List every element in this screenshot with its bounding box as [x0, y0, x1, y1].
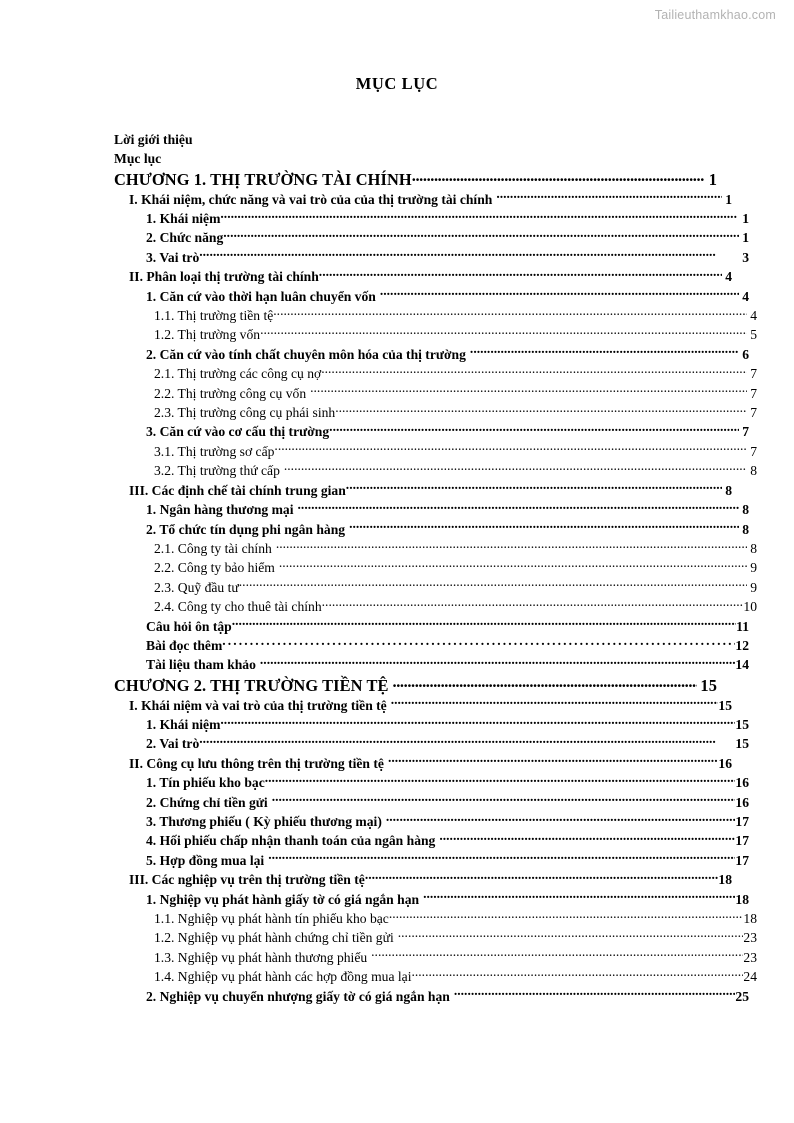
- toc-entry[interactable]: [129, 696, 732, 715]
- toc-entry-label: 2. Nghiệp vụ chuyển nhượng giấy tờ có giá ngắn hạn: [146, 988, 450, 1004]
- toc-dot-leader: [371, 948, 743, 962]
- toc-page-number: 14: [735, 657, 749, 673]
- toc-dot-leader: [349, 520, 739, 534]
- toc-entry-label: 2.2. Công ty bảo hiểm: [154, 560, 275, 576]
- toc-page-number: 7: [750, 405, 757, 421]
- toc-dot-leader: [365, 871, 719, 885]
- toc-dot-leader: [268, 851, 735, 865]
- toc-dot-leader: [319, 268, 722, 282]
- toc-entry-label: 2. Chức năng: [146, 230, 224, 246]
- toc-entry-label: CHƯƠNG 1. THỊ TRƯỜNG TÀI CHÍNH: [114, 170, 412, 190]
- toc-entry-label: 2.3. Thị trường công cụ phái sinh: [154, 405, 336, 421]
- toc-page-number: 15: [718, 697, 732, 713]
- toc-dot-leader: [346, 481, 722, 495]
- toc-entry[interactable]: [114, 149, 717, 168]
- toc-entry-label: 2. Vai trò: [146, 736, 200, 752]
- toc-entry[interactable]: [129, 481, 732, 500]
- toc-entry[interactable]: [146, 987, 749, 1006]
- toc-entry[interactable]: [146, 812, 749, 831]
- toc-dot-leader: [199, 735, 735, 749]
- toc-page-number: 9: [750, 579, 757, 595]
- toc-entry-label: Tài liệu tham khảo: [146, 657, 256, 673]
- toc-dot-leader: [412, 169, 704, 185]
- toc-dot-leader: [423, 890, 735, 904]
- toc-dot-leader: [329, 423, 739, 437]
- toc-page-number: 7: [750, 366, 757, 382]
- toc-entry-label: 5. Hợp đồng mua lại: [146, 852, 265, 868]
- toc-page-number: 8: [750, 540, 757, 556]
- toc-entry-label: 1.2. Thị trường vốn: [154, 327, 261, 343]
- toc-page-number: 15: [700, 676, 717, 696]
- toc-entry[interactable]: [154, 928, 757, 947]
- toc-dot-leader: [439, 832, 735, 846]
- toc-page-number: 23: [743, 949, 757, 965]
- toc-entry-label: 3. Căn cứ vào cơ cấu thị trường: [146, 424, 330, 440]
- toc-dot-leader: [220, 715, 735, 729]
- toc-entry[interactable]: [146, 851, 749, 870]
- toc-dot-leader: [260, 656, 736, 670]
- toc-entry-label: 1.3. Nghiệp vụ phát hành thương phiếu: [154, 949, 368, 965]
- toc-entry[interactable]: [146, 500, 749, 519]
- toc-page-number: 24: [743, 969, 757, 985]
- toc-entry[interactable]: [154, 967, 757, 986]
- toc-page-number: 8: [725, 482, 732, 498]
- toc-entry[interactable]: [146, 831, 749, 850]
- toc-entry-label: 3.1. Thị trường sơ cấp: [154, 443, 275, 459]
- toc-dot-leader: [391, 696, 719, 710]
- toc-entry-label: Bài đọc thêm: [146, 637, 223, 653]
- site-watermark: Tailieuthamkhao.com: [654, 8, 776, 22]
- toc-dot-leader: [321, 365, 747, 379]
- toc-entry-label: 1. Khái niệm: [146, 211, 221, 227]
- toc-page-number: 4: [742, 288, 749, 304]
- toc-entry[interactable]: [154, 597, 757, 616]
- toc-entry[interactable]: [146, 287, 749, 306]
- toc-entry[interactable]: [154, 558, 757, 577]
- toc-page-number: 3: [742, 249, 749, 265]
- toc-entry-label: Mục lục: [114, 151, 162, 167]
- toc-dot-leader: [199, 248, 739, 262]
- toc-entry-label: 3. Vai trò: [146, 249, 200, 265]
- toc-entry[interactable]: [154, 325, 757, 344]
- toc-entry-label: 2. Căn cứ vào tính chất chuyên môn hóa của thị trường: [146, 346, 466, 362]
- toc-page-number: 7: [750, 443, 757, 459]
- toc-entry-label: 1.1. Thị trường tiền tệ: [154, 308, 274, 324]
- toc-page-number: 4: [725, 269, 732, 285]
- toc-page-number: 1: [742, 230, 749, 246]
- toc-entry[interactable]: [154, 442, 757, 461]
- toc-entry[interactable]: [146, 793, 749, 812]
- toc-dot-leader: [470, 345, 739, 359]
- toc-dot-leader: [239, 578, 747, 592]
- toc-page-number: 11: [736, 618, 749, 634]
- toc-entry[interactable]: [154, 306, 757, 325]
- toc-dot-leader: [398, 929, 744, 943]
- toc-entry-label: Lời giới thiệu: [114, 132, 193, 147]
- toc-dot-leader: [386, 812, 736, 826]
- toc-entry-label: 2.4. Công ty cho thuê tài chính: [154, 599, 322, 615]
- toc-page-number: 23: [743, 930, 757, 946]
- toc-page-number: 12: [735, 637, 749, 653]
- toc-dot-leader: [298, 501, 739, 515]
- toc-entry[interactable]: [154, 948, 757, 967]
- toc-entry[interactable]: [154, 539, 757, 558]
- toc-dot-leader: [265, 774, 736, 788]
- toc-entry[interactable]: [146, 890, 749, 909]
- toc-dot-leader: [232, 617, 736, 631]
- toc-entry[interactable]: [146, 715, 749, 734]
- toc-entry[interactable]: [129, 870, 732, 889]
- toc-entry-label: Câu hỏi ôn tập: [146, 618, 232, 634]
- toc-page-number: 18: [735, 891, 749, 907]
- toc-entry-label: 4. Hối phiếu chấp nhận thanh toán của ngân hàng: [146, 833, 436, 849]
- toc-dot-leader: [260, 326, 747, 340]
- toc-entry[interactable]: [146, 773, 749, 792]
- toc-entry[interactable]: [154, 364, 757, 383]
- toc-entry[interactable]: [129, 267, 732, 286]
- toc-entry-label: I. Khái niệm và vai trò của thị trường tiền tệ: [129, 697, 387, 713]
- toc-page-number: 9: [750, 560, 757, 576]
- toc-entry[interactable]: [114, 169, 717, 190]
- toc-entry-label: 1.1. Nghiệp vụ phát hành tín phiếu kho bạc: [154, 911, 389, 927]
- toc-page-number: 16: [735, 794, 749, 810]
- toc-page-number: 25: [735, 988, 749, 1004]
- toc-entry[interactable]: [146, 209, 749, 228]
- toc-entry-label: 1. Căn cứ vào thời hạn luân chuyển vốn: [146, 288, 376, 304]
- toc-entry[interactable]: [146, 228, 749, 247]
- toc-entry-label: 1. Ngân hàng thương mại: [146, 502, 294, 518]
- toc-entry-label: III. Các định chế tài chính trung gian: [129, 482, 346, 498]
- toc-entry-label: 2.1. Công ty tài chính: [154, 540, 272, 556]
- toc-entry-label: 2.1. Thị trường các công cụ nợ: [154, 366, 322, 382]
- toc-entry[interactable]: [146, 734, 749, 753]
- toc-entry-label: I. Khái niệm, chức năng và vai trò của của thị trường tài chính: [129, 191, 493, 207]
- toc-page-number: 17: [735, 814, 749, 829]
- toc-entry-label: II. Phân loại thị trường tài chính: [129, 269, 319, 285]
- toc-page-number: 18: [718, 872, 732, 888]
- toc-page-number: 17: [735, 833, 749, 849]
- page-title: MỤC LỤC: [355, 74, 439, 93]
- toc-dot-leader: [411, 968, 743, 982]
- toc-entry[interactable]: [146, 617, 749, 636]
- toc-dot-leader: [454, 987, 736, 1001]
- toc-entry-label: 2. Tổ chức tín dụng phi ngân hàng: [146, 521, 346, 537]
- toc-entry-label: CHƯƠNG 2. THỊ TRƯỜNG TIỀN TỆ: [114, 676, 389, 696]
- toc-entry-label: 2.2. Thị trường công cụ vốn: [154, 385, 307, 401]
- toc-entry-label: 1.4. Nghiệp vụ phát hành các hợp đồng mua lại: [154, 969, 412, 985]
- toc-dot-leader: [310, 384, 747, 398]
- toc-entry[interactable]: [154, 403, 757, 422]
- toc-dot-leader: [223, 229, 739, 243]
- toc-entry[interactable]: [146, 520, 749, 539]
- toc-page-number: 5: [750, 327, 757, 343]
- table-of-contents: [114, 130, 757, 1006]
- toc-entry[interactable]: [146, 636, 749, 655]
- toc-entry-label: 1. Tín phiếu kho bạc: [146, 775, 265, 791]
- toc-page-number: 1: [708, 170, 717, 190]
- toc-page-number: 8: [742, 521, 749, 537]
- toc-entry-label: 3.2. Thị trường thứ cấp: [154, 463, 280, 479]
- toc-dot-leader: [496, 190, 722, 204]
- toc-page-number: 10: [743, 599, 757, 615]
- toc-dot-leader: [273, 306, 747, 320]
- toc-page-number: 8: [750, 463, 757, 479]
- toc-dot-leader: [388, 754, 718, 768]
- toc-entry-label: III. Các nghiệp vụ trên thị trường tiền tệ: [129, 872, 365, 888]
- toc-entry-label: II. Công cụ lưu thông trên thị trường tiền tệ: [129, 755, 384, 771]
- toc-entry[interactable]: [146, 345, 749, 364]
- toc-dot-leader: [389, 909, 744, 923]
- toc-dot-leader: [222, 636, 735, 650]
- toc-entry-label: 2. Chứng chỉ tiền gửi: [146, 794, 268, 810]
- toc-entry[interactable]: [114, 675, 717, 696]
- toc-page-number: 17: [735, 852, 749, 868]
- toc-page-number: 7: [742, 424, 749, 440]
- toc-entry[interactable]: [146, 422, 749, 441]
- toc-page-number: 8: [742, 502, 749, 518]
- toc-entry-label: 1. Nghiệp vụ phát hành giấy tờ có giá ngắn hạn: [146, 891, 420, 907]
- toc-page-number: 15: [735, 736, 749, 752]
- toc-page-number: 4: [750, 308, 757, 324]
- toc-dot-leader: [272, 793, 736, 807]
- toc-entry-label: 2.3. Quỹ đầu tư: [154, 579, 239, 595]
- toc-dot-leader: [276, 539, 747, 553]
- toc-entry-label: 3. Thương phiếu ( Kỳ phiếu thương mại): [146, 814, 382, 829]
- toc-dot-leader: [393, 675, 698, 691]
- toc-page-number: 1: [725, 191, 732, 207]
- toc-page-number: 18: [743, 911, 757, 927]
- toc-page-number: 15: [735, 716, 749, 732]
- toc-entry[interactable]: [154, 461, 757, 480]
- toc-entry[interactable]: [129, 754, 732, 773]
- toc-entry[interactable]: [154, 909, 757, 928]
- toc-entry[interactable]: [129, 190, 732, 209]
- toc-page-number: 16: [718, 755, 732, 771]
- toc-dot-leader: [284, 462, 747, 476]
- toc-entry[interactable]: [146, 248, 749, 267]
- toc-dot-leader: [279, 559, 747, 573]
- toc-page-number: 6: [742, 346, 749, 362]
- toc-entry[interactable]: [154, 578, 757, 597]
- toc-page-number: 1: [742, 211, 749, 227]
- toc-dot-leader: [274, 442, 747, 456]
- toc-entry[interactable]: [114, 130, 717, 149]
- toc-entry[interactable]: [146, 655, 749, 674]
- toc-dot-leader: [322, 598, 744, 612]
- toc-dot-leader: [335, 403, 747, 417]
- toc-entry-label: 1. Khái niệm: [146, 716, 221, 732]
- toc-dot-leader: [220, 209, 739, 223]
- toc-entry[interactable]: [154, 384, 757, 403]
- toc-dot-leader: [380, 287, 739, 301]
- toc-page-number: 7: [750, 385, 757, 401]
- toc-entry-label: 1.2. Nghiệp vụ phát hành chứng chỉ tiền gửi: [154, 930, 394, 946]
- toc-page-number: 16: [735, 775, 749, 791]
